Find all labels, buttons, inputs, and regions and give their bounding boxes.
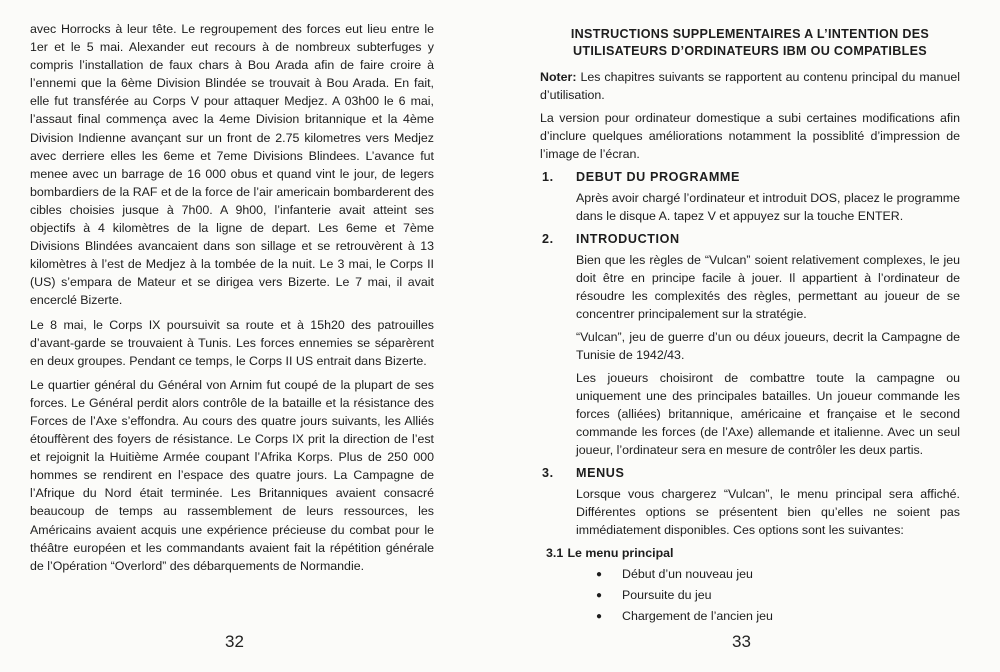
heading-line-1: INSTRUCTIONS SUPPLEMENTAIRES A L’INTENTION DES (570, 27, 930, 41)
subsection-number: 3.1 (546, 546, 564, 560)
intro-paragraph: La version pour ordinateur domestique a subi certaines modifications afin d’inclure quelques améliorations notamment la possiblité d’impression de l’image de l’écran. (540, 111, 960, 161)
section-number: 3. (542, 466, 554, 480)
left-paragraph-3: Le quartier général du Général von Arnim fut coupé de la plupart de ses forces. Le Général perdit alors contrôle de la bataille et la résistance des Forces de l’Axe s’effondra. Au cours des quatre jours suivants, les Alliés étouffèrent des foyers de résistance. Le Corps IX prit la direction de l’est et rejoignit la Huitième Armée coupant l’Afrika Korps. Plus de 250 000 hommes se rendirent en l’espace des quatre jours. La Campagne de l’Afrique du Nord était terminée. Les Britanniques avaient consacré beaucoup de temps au rassemblement de leurs ressources, les Américains avaient acquis une expérience précieuse du combat pour le théâtre européen et les commandants avaient fait la répétition générale de l’Opération “Overlord” des débarquements de Normandie. (30, 377, 434, 573)
heading-line-2: UTILISATEURS D’ORDINATEURS IBM OU COMPATIBLES (573, 44, 927, 58)
section-number: 1. (542, 170, 554, 184)
left-paragraph-1: avec Horrocks à leur tête. Le regroupement des forces eut lieu entre le 1er et le 5 mai. Alexander eut recours à de nombreux subterfuges y compris l’installation de faux chars à Bou Arada afin de faire croire à l’ennemi que la 6ème Division Blindée se trouvait à Bou Arada. En fait, elle fut transférée au Corps V pour attaquer Medjez. A 03h00 le 6 mai, l’assaut final commença avec la 4eme Division britannique et la 4ème Division Indienne avançant sur un front de 2.75 kilometres vers Medjez avec derriere elles les 6eme et 7eme Divisions Blindees. L’avance fut menee avec un barrage de 16 000 obus et quand vint le jour, de legers bombardiers de la RAF et de la force de l’air americain bombarderent des cibles choisies jusque à 7h00. A 9h00, l’infanterie avait atteint ses objectifs à 4 kilomètres de la ligne de depart. Les 6eme et 7ème Divisions Blindées avancaient dans son sillage et se retrouvèrent à 13 kilomètres à l’est de Medjez à la tombée de la nuit. Le 3 mai, le Corps II (US) s’empara de Mateur et se dirigea vers Bizerte. Le 7 mai, il avait encerclé Bizerte. (30, 22, 434, 308)
list-item: ● Poursuite du jeu (596, 585, 960, 606)
menu-options-list (540, 564, 960, 627)
section-paragraph: Après avoir chargé l’ordinateur et introduit DOS, placez le programme dans le disque A. tapez V et appuyez sur la touche ENTER. (576, 191, 960, 223)
noter-text: Les chapitres suivants se rapportent au contenu principal du manuel d’utilisation. (540, 70, 960, 102)
section-introduction (540, 230, 960, 459)
section-heading (540, 168, 960, 186)
section-paragraph: Bien que les règles de “Vulcan” soient relativement complexes, le jeu doit être en principe facile à jouer. Il appartient à l’ordinateur de résoudre les complexités des règles, permettant au joueur de se concentrer principalement sur la stratégie. (576, 253, 960, 321)
section-title: INTRODUCTION (576, 232, 680, 246)
list-item: ● Chargement de l’ancien jeu (596, 606, 960, 627)
right-page (500, 0, 1000, 672)
section-paragraph: Lorsque vous chargerez “Vulcan”, le menu principal sera affiché. Différentes options se présentent bien qu’elles ne soient pas immédiatement disponibles. Ces options sont les suivantes: (576, 487, 960, 537)
noter-label: Noter: (540, 70, 577, 84)
subsection-title: Le menu principal (567, 546, 674, 560)
section-debut-du-programme (540, 168, 960, 225)
page-heading (540, 26, 960, 60)
section-number: 2. (542, 232, 554, 246)
left-paragraph-2: Le 8 mai, le Corps IX poursuivit sa route et à 15h20 des patrouilles d’avant-garde se trouvaient à Tunis. Les forces ennemies se séparèrent en deux groupes. Pendant ce temps, le Corps II US entrait dans Bizerte. (30, 317, 434, 368)
section-heading (540, 464, 960, 482)
list-item: ● Début d’un nouveau jeu (596, 564, 960, 585)
section-title: MENUS (576, 466, 625, 480)
section-menus (540, 464, 960, 627)
section-title: DEBUT DU PROGRAMME (576, 170, 741, 184)
section-paragraph: Les joueurs choisiront de combattre toute la campagne ou uniquement une des principales batailles. Un joueur commande les forces (alliées) britannique, américaine et française et le second commande les forces (de l’Axe) allemande et italienne. Avec un seul joueur, l’ordinateur sera en mesure de contrôler les deux partis. (576, 371, 960, 457)
noter-paragraph (540, 68, 960, 104)
subsection-heading (540, 544, 960, 562)
page-number-right: 33 (732, 632, 751, 651)
section-heading (540, 230, 960, 248)
page-number-left: 32 (225, 632, 244, 651)
section-paragraph: “Vulcan”, jeu de guerre d’un ou déux joueurs, decrit la Campagne de Tunisie de 1942/43. (576, 330, 960, 362)
